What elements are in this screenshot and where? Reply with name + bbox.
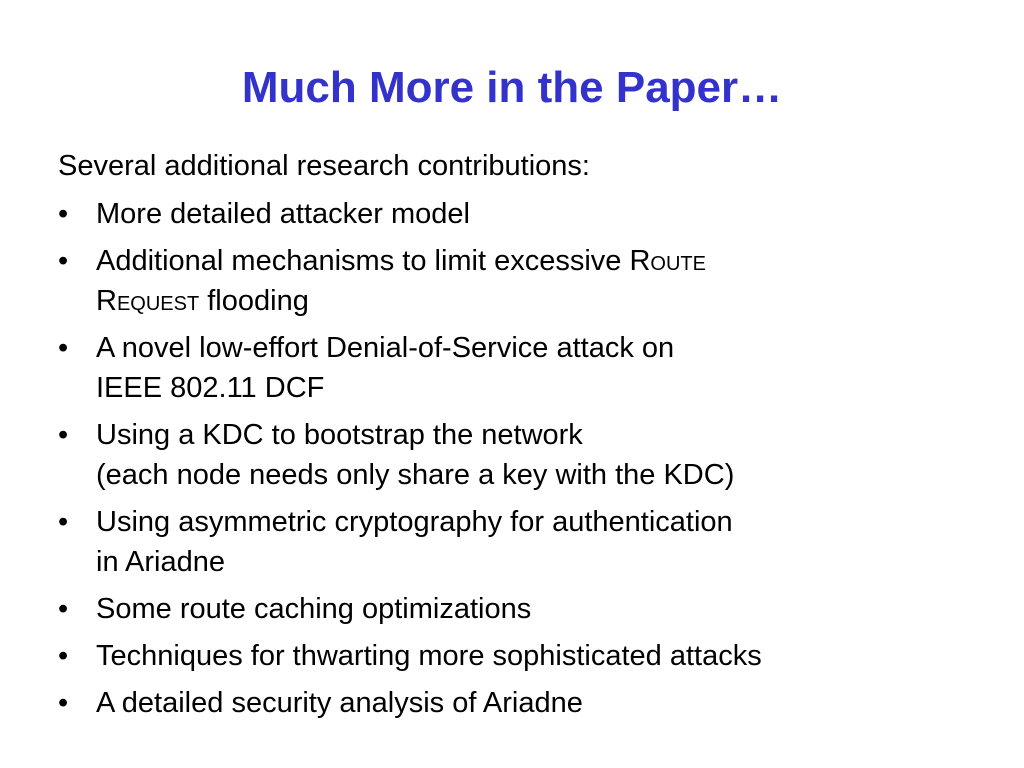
bullet-item-attacker-model: [58, 194, 988, 234]
bullet-text-line2: IEEE 802.11 DCF: [96, 372, 325, 404]
bullet-text: • More detailed attacker model: [96, 198, 470, 230]
bullet-text: • Some route caching optimizations: [96, 593, 532, 625]
route-term: Route: [629, 245, 706, 277]
bullet-text-line1: • Using asymmetric cryptography for authentication: [96, 506, 733, 538]
bullet-text-line1: • Using a KDC to bootstrap the network: [96, 419, 583, 451]
bullet-text-line1: [96, 241, 988, 281]
bullet-text-segment: Additional mechanisms to limit excessive: [96, 245, 630, 277]
bullet-item-kdc-bootstrap: [58, 415, 988, 495]
bullet-text-segment: flooding: [199, 285, 309, 317]
bullet-item-sophisticated-attacks: [58, 636, 988, 676]
bullet-item-security-analysis: [58, 683, 988, 723]
bullet-item-route-request-flooding: [58, 241, 988, 321]
bullet-text: • Techniques for thwarting more sophisticated attacks: [96, 640, 762, 672]
bullet-text: • A detailed security analysis of Ariadne: [96, 687, 583, 719]
bullet-item-asymmetric-crypto: [58, 502, 988, 582]
bullet-text-line2: [96, 281, 988, 321]
bullet-text-line2: (each node needs only share a key with the KDC): [96, 459, 735, 491]
slide-title: Much More in the Paper…: [241, 63, 783, 112]
intro-text: Several additional research contributions:: [58, 150, 590, 182]
bullet-list: [58, 194, 988, 730]
bullet-item-route-caching: [58, 589, 988, 629]
request-term: Request: [96, 285, 200, 317]
bullet-text-line1: • A novel low-effort Denial-of-Service attack on: [96, 332, 675, 364]
bullet-text-line2: in Ariadne: [96, 546, 225, 578]
bullet-item-dos-attack: [58, 328, 988, 408]
